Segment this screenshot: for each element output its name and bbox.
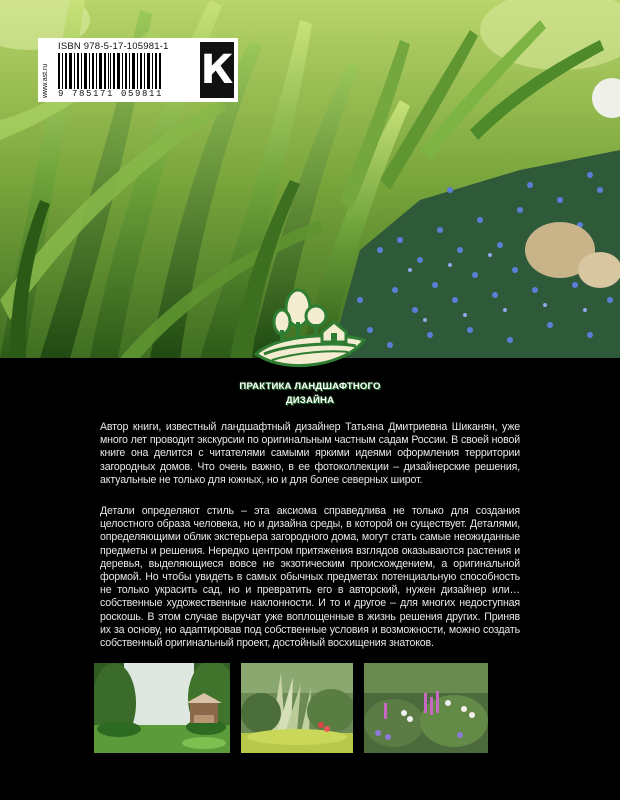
publisher-website: www.ast.ru <box>42 63 49 98</box>
publisher-logo: К <box>200 42 234 98</box>
ornamental-grass-photo <box>241 663 353 753</box>
barcode-bars <box>58 53 162 89</box>
series-title-line2: ДИЗАЙНА <box>285 395 335 406</box>
description-paragraph-1: Автор книги, известный ландшафтный дизайнер Татьяна Дмитриевна Шиканян, уже много лет проводит экскурсии по оригинальным частным садам России. В своей новой книге она делится с читателями самыми яркими идеями оформления территории загородных домов. Что очень важно, в ее фотоколлекции – дизайнерские решения, актуальные не только для южных, но и для более северных широт. <box>100 421 520 486</box>
garden-gazebo-photo <box>94 663 230 753</box>
barcode-panel <box>38 38 238 102</box>
flower-border-photo <box>364 663 488 753</box>
description-paragraph-2: Детали определяют стиль – эта аксиома справедлива не только для создания целостного образа человека, но и дизайна среды, в которой он существует. Деталями, определяющими облик экстерьера загородного дома, могут стать самые неожиданные предметы и решения. Нередко центром притяжения взглядов оказываются растения и деревья, выделяющиеся вовсе не экзотическим происхождением, а оригинальной формой. Но чтобы увидеть в самых обычных предметах потенциальную способность не только украсить сад, но и превратить его в авторский, нужен дизайнер или… собственные художественные наклонности. И то и другое – для многих недоступная роскошь. В этом случае выручат уже воплощенные в жизнь решения других. Приняв их за основу, но адаптировав под собственные условия и возможности, можно создать собственный оригинальный проект, достойный восхищения знатоков. <box>100 505 520 650</box>
barcode-digits: 9 785171 059811 <box>58 89 164 99</box>
series-title-line1: ПРАКТИКА ЛАНДШАФТНОГО <box>239 381 381 392</box>
isbn-text: ISBN 978-5-17-105981-1 <box>58 41 169 52</box>
series-title <box>190 380 430 408</box>
garden-house-emblem-icon <box>248 284 372 380</box>
